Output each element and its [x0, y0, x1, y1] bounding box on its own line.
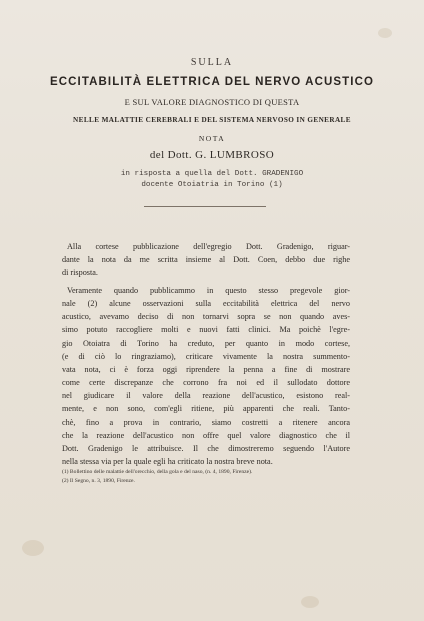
paragraph-line: nale (2) alcune osservazioni sulla eccitabilità elettrica del nervo: [62, 299, 350, 309]
paragraph-line: acustico, avevamo deciso di non tornarvi sopra se non quando aves-: [62, 312, 350, 322]
subtitle-line-1: E SUL VALORE DIAGNOSTICO DI QUESTA: [124, 97, 300, 107]
paper-stain: [301, 596, 319, 608]
paper-stain: [22, 540, 44, 556]
paragraph-line: Alla cortese pubblicazione dell'egregio Dott. Gradenigo, riguar-: [67, 242, 350, 251]
footnotes: [62, 468, 362, 487]
paragraph-1: [62, 240, 350, 279]
paragraph-line: che la reazione dell'acustico non offre quel valore diagnostico che il: [62, 430, 350, 440]
paragraph-line: nella stessa via per la quale egli ha criticato la nostra breve nota.: [62, 457, 273, 467]
paragraph-line: gio Otoiatra di Torino ha creduto, per quanto in modo cortese,: [62, 338, 350, 348]
paragraph-line: Veramente quando pubblicammo in questo stesso pregevole gior-: [67, 286, 350, 295]
paragraph-line: mente, e non sono, com'egli ritiene, più apparenti che reali. Tanto-: [62, 404, 350, 414]
paragraph-line: (e di ciò lo ringraziamo), criticare vivamente la nostra summento-: [62, 351, 350, 361]
paper-stain: [378, 28, 392, 38]
subtitle-line-2: NELLE MALATTIE CEREBRALI E DEL SISTEMA NERVOSO IN GENERALE: [73, 116, 351, 124]
paragraph-line: chè, fino a prova in contrario, siamo costretti a ritenere ancora: [62, 417, 350, 427]
document-title: ECCITABILITÀ ELETTRICA DEL NERVO ACUSTICO: [49, 76, 375, 88]
reply-line-1: in risposta a quella del Dott. GRADENIGO: [120, 170, 304, 178]
paragraph-line: simo potuto raccogliere molti e nuovi fatti clinici. Ma poichè l'egre-: [62, 325, 350, 335]
nota-label: NOTA: [198, 134, 226, 143]
paragraph-line: dante la nota da me scritta insieme al Dott. Coen, debbo due righe: [62, 255, 350, 265]
paragraph-line: nel giudicare il valore della reazione dell'acustico, esistono real-: [62, 391, 350, 401]
paragraph-line: di risposta.: [62, 268, 98, 278]
title-sulla: SULLA: [190, 57, 234, 68]
footnote-1: (1) Bollettino delle malattie dell'orecchio, della gola e del naso, (n. 4, 1890, Firenze).: [62, 469, 253, 475]
paragraph-line: Dott. Gradenigo le attribuisce. Il che dimostreremo seguendo l'Autore: [62, 443, 350, 453]
paragraph-2: [62, 284, 350, 468]
footnote-2: (2) Il Segno, n. 3, 1890, Firenze.: [62, 478, 135, 485]
reply-line-2: docente Otoiatria in Torino (1): [141, 181, 283, 189]
paragraph-line: vata nota, ci è forza oggi riprendere la penna a fine di mostrare: [62, 364, 350, 374]
author-line: del Dott. G. LUMBROSO: [149, 149, 275, 161]
paragraph-line: come certe discrepanze che corrono fra noi ed il sullodato dottore: [62, 378, 350, 388]
title-divider: [144, 206, 266, 207]
